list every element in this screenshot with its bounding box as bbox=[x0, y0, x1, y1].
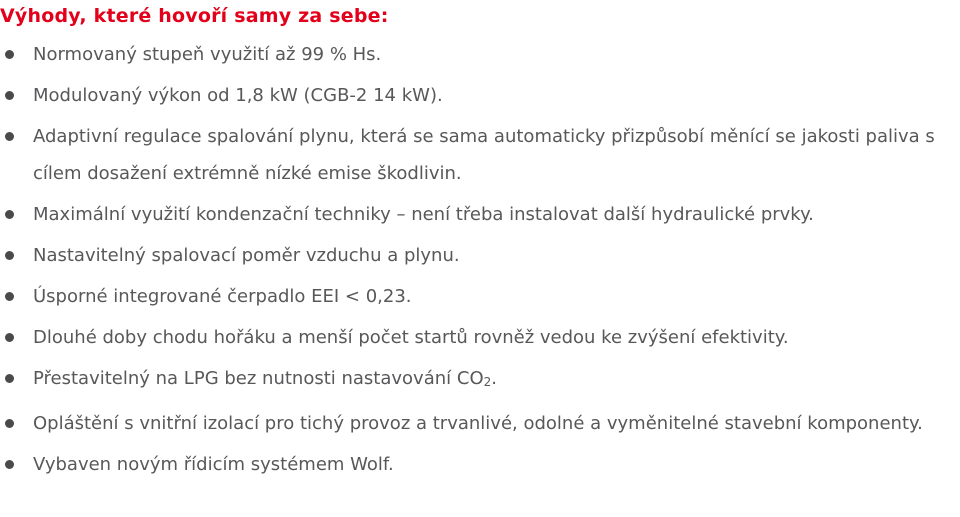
list-item-text: Přestavitelný na LPG bez nutnosti nastavování CO bbox=[33, 368, 484, 389]
benefits-list bbox=[0, 34, 960, 485]
bullet-icon bbox=[5, 374, 14, 383]
bullet-icon bbox=[5, 333, 14, 342]
subscript: 2 bbox=[483, 375, 492, 389]
list-item bbox=[0, 276, 960, 317]
bullet-icon bbox=[5, 50, 14, 59]
list-item bbox=[0, 116, 958, 194]
list-item-text: Normovaný stupeň využití až 99 % Hs. bbox=[33, 44, 382, 65]
bullet-icon bbox=[5, 91, 14, 100]
list-item-text: Modulovaný výkon od 1,8 kW (CGB-2 14 kW). bbox=[33, 85, 443, 106]
list-item-text: Opláštění s vnitřní izolací pro tichý provoz a trvanlivé, odolné a vyměnitelné stavební komponenty. bbox=[33, 413, 923, 434]
list-item bbox=[0, 403, 960, 444]
bullet-icon bbox=[5, 460, 14, 469]
list-item-tail: . bbox=[491, 368, 497, 389]
bullet-icon bbox=[5, 292, 14, 301]
list-item bbox=[0, 358, 960, 403]
list-item-text: Dlouhé doby chodu hořáku a menší počet startů rovněž vedou ke zvýšení efektivity. bbox=[33, 327, 789, 348]
list-item-text: Nastavitelný spalovací poměr vzduchu a plynu. bbox=[33, 245, 460, 266]
list-item-text: Adaptivní regulace spalování plynu, která se sama automaticky přizpůsobí měnící se jakosti paliva s cílem dosažení extrémně nízké emise škodlivin. bbox=[33, 126, 935, 184]
list-item-text: Úsporné integrované čerpadlo EEI < 0,23. bbox=[33, 286, 412, 307]
list-item bbox=[0, 34, 960, 75]
bullet-icon bbox=[5, 419, 14, 428]
section-heading: Výhody, které hovoří samy za sebe: bbox=[0, 5, 389, 27]
list-item bbox=[0, 317, 960, 358]
list-item bbox=[0, 444, 960, 485]
list-item-text: Vybaven novým řídicím systémem Wolf. bbox=[33, 454, 394, 475]
bullet-icon bbox=[5, 132, 14, 141]
bullet-icon bbox=[5, 251, 14, 260]
list-item-text: Maximální využití kondenzační techniky – není třeba instalovat další hydraulické prvky. bbox=[33, 204, 814, 225]
list-item bbox=[0, 235, 960, 276]
bullet-icon bbox=[5, 210, 14, 219]
list-item bbox=[0, 75, 960, 116]
list-item bbox=[0, 194, 960, 235]
